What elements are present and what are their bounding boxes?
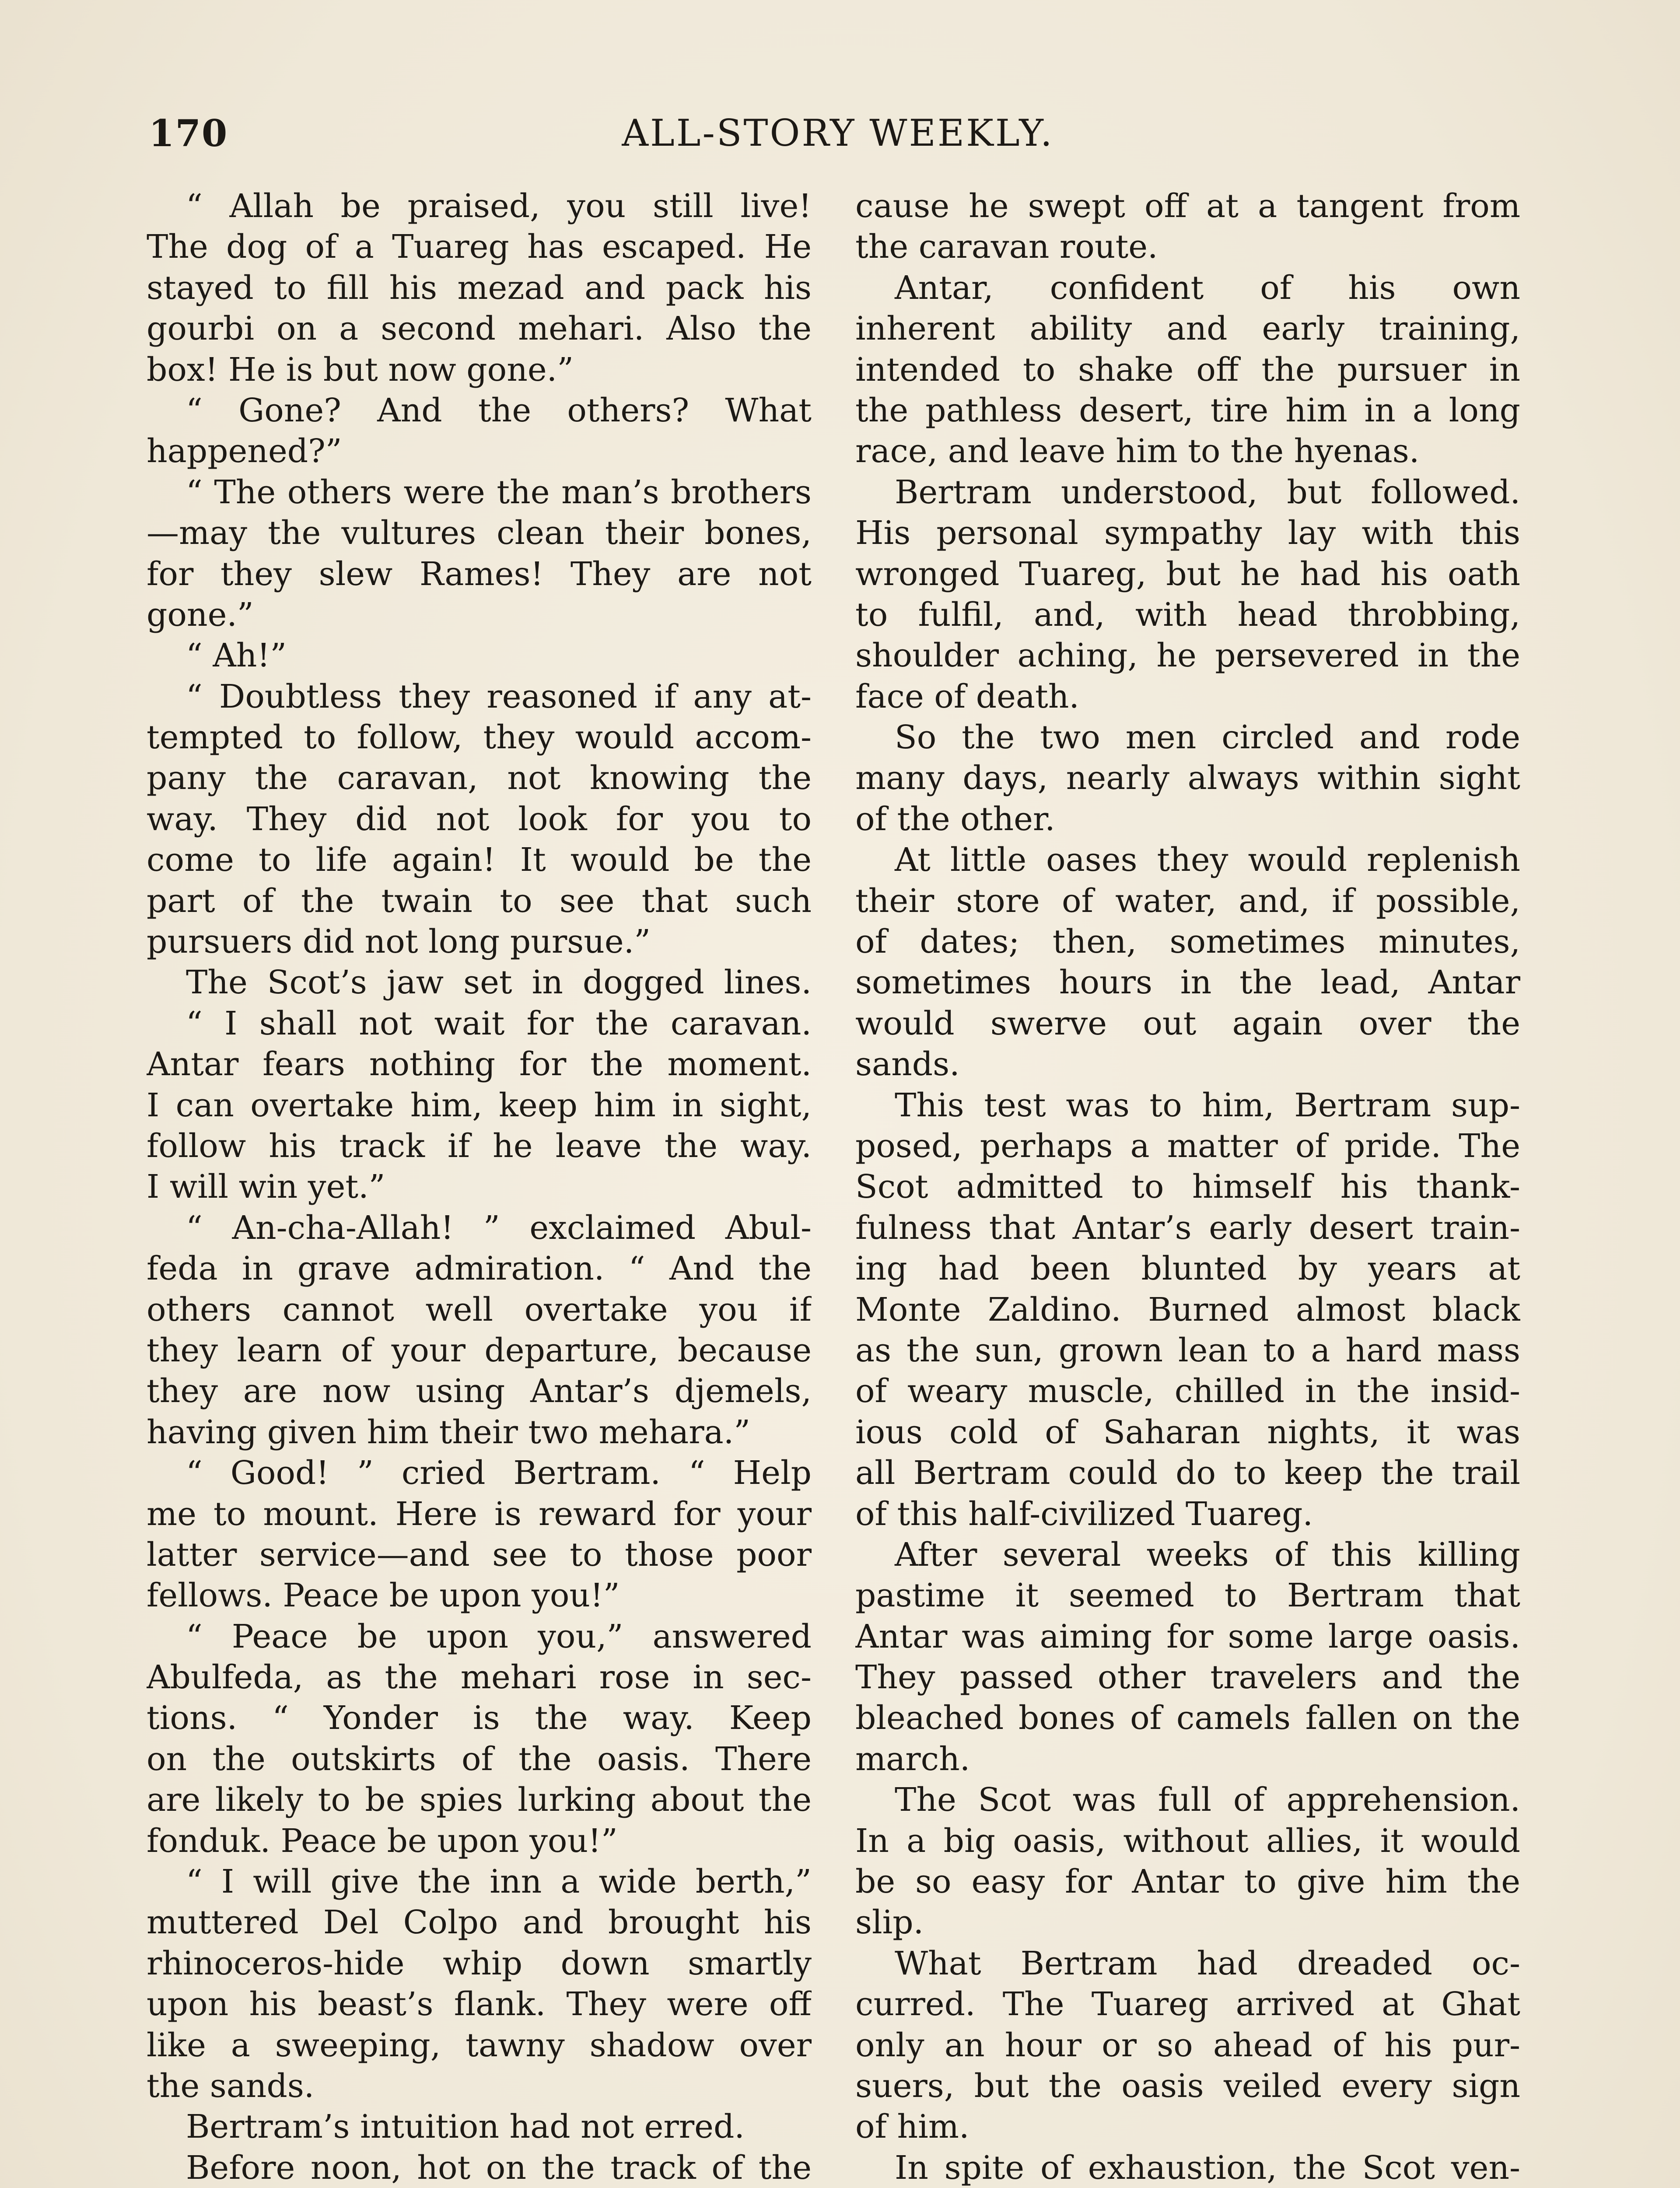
text-line: Antar fears nothing for the moment. [147, 1045, 812, 1083]
text-line: fulness that Antar’s early desert train- [855, 1209, 1520, 1247]
text-line: rhinoceros-hide whip down smartly [147, 1944, 812, 1982]
text-line: Antar, confident of his own [895, 269, 1520, 307]
text-line: would swerve out again over the [855, 1004, 1520, 1042]
text-line: tions. “ Yonder is the way. Keep [147, 1699, 812, 1737]
text-line: of the other. [855, 800, 1055, 838]
text-line: Scot admitted to himself his thank- [855, 1168, 1520, 1206]
text-line: His personal sympathy lay with this [855, 514, 1520, 552]
text-line: The Scot was full of apprehension. [895, 1781, 1520, 1819]
text-line: Monte Zaldino. Burned almost black [855, 1290, 1520, 1329]
text-line: of this half-civilized Tuareg. [855, 1495, 1313, 1533]
text-line: I will win yet.” [147, 1168, 385, 1206]
text-line: pastime it seemed to Bertram that [855, 1577, 1520, 1615]
text-line: slip. [855, 1904, 924, 1942]
text-line: “ Peace be upon you,” answered [186, 1617, 812, 1655]
text-line: the sands. [147, 2067, 315, 2105]
text-line: “ Good! ” cried Bertram. “ Help [186, 1454, 812, 1492]
text-line: their store of water, and, if possible, [855, 882, 1520, 920]
text-line: race, and leave him to the hyenas. [855, 432, 1420, 470]
text-line: “ I will give the inn a wide berth,” [186, 1863, 812, 1901]
text-line: Abulfeda, as the mehari rose in sec- [147, 1659, 812, 1697]
text-line: So the two men circled and rode [895, 719, 1520, 757]
text-line: ious cold of Saharan nights, it was [855, 1413, 1520, 1451]
text-line: follow his track if he leave the way. [147, 1127, 812, 1165]
running-title: ALL-STORY WEEKLY. [622, 112, 1054, 154]
text-line: “ Allah be praised, you still live! [186, 187, 812, 225]
text-line: suers, but the oasis veiled every sign [855, 2067, 1520, 2105]
right-text-column [855, 186, 1520, 2188]
text-line: curred. The Tuareg arrived at Ghat [855, 1985, 1520, 2023]
text-line: part of the twain to see that such [147, 882, 812, 920]
text-line: They passed other travelers and the [855, 1659, 1520, 1697]
text-line: of dates; then, sometimes minutes, [855, 923, 1520, 961]
text-line: on the outskirts of the oasis. There [147, 1740, 812, 1778]
text-line: “ Doubtless they reasoned if any at- [186, 677, 812, 715]
text-line: sands. [855, 1045, 960, 1083]
text-line: The Scot’s jaw set in dogged lines. [186, 964, 812, 1002]
text-line: inherent ability and early training, [855, 310, 1520, 348]
text-line: box! He is but now gone.” [147, 351, 574, 389]
text-line: come to life again! It would be the [147, 841, 812, 879]
text-line: “ Gone? And the others? What [186, 391, 812, 429]
text-line: me to mount. Here is reward for your [147, 1495, 812, 1533]
text-line: “ Ah!” [186, 637, 287, 675]
left-text-column [147, 186, 812, 2188]
text-line: others cannot well overtake you if [147, 1290, 812, 1329]
text-line: pany the caravan, not knowing the [147, 759, 812, 797]
text-line: they are now using Antar’s djemels, [147, 1372, 812, 1410]
text-line: upon his beast’s flank. They were off [147, 1985, 812, 2023]
text-line: Bertram understood, but followed. [895, 473, 1520, 511]
text-line: intended to shake off the pursuer in [855, 351, 1520, 389]
text-line: “ I shall not wait for the caravan. [186, 1004, 812, 1042]
text-line: In spite of exhaustion, the Scot ven- [895, 2149, 1520, 2187]
page-header [149, 112, 1527, 164]
page-number: 170 [149, 112, 228, 155]
text-line: stayed to fill his mezad and pack his [147, 269, 812, 307]
text-line: having given him their two mehara.” [147, 1413, 751, 1451]
text-line: march. [855, 1740, 970, 1778]
text-line: What Bertram had dreaded oc- [895, 1944, 1520, 1982]
text-line: wronged Tuareg, but he had his oath [855, 555, 1520, 593]
text-line: are likely to be spies lurking about the [147, 1781, 812, 1819]
text-line: like a sweeping, tawny shadow over [147, 2026, 812, 2064]
text-line: fellows. Peace be upon you!” [147, 1577, 620, 1615]
text-line: the pathless desert, tire him in a long [855, 391, 1520, 429]
text-line: of him. [855, 2108, 970, 2146]
text-line: “ The others were the man’s brothers [186, 473, 812, 511]
text-line: Bertram’s intuition had not erred. [186, 2108, 745, 2146]
text-line: gone.” [147, 596, 254, 634]
text-line: way. They did not look for you to [147, 800, 812, 838]
text-line: After several weeks of this killing [895, 1536, 1520, 1574]
text-line: for they slew Rames! They are not [147, 555, 812, 593]
text-line: In a big oasis, without allies, it would [855, 1822, 1520, 1860]
text-line: only an hour or so ahead of his pur- [855, 2026, 1520, 2064]
text-line: happened?” [147, 432, 342, 470]
text-line: face of death. [855, 677, 1079, 715]
text-line: pursuers did not long pursue.” [147, 923, 651, 961]
text-line: “ An-cha-Allah! ” exclaimed Abul- [186, 1209, 812, 1247]
text-line: feda in grave admiration. “ And the [147, 1250, 812, 1288]
text-line: gourbi on a second mehari. Also the [147, 310, 812, 348]
text-line: cause he swept off at a tangent from [855, 187, 1520, 225]
text-line: of weary muscle, chilled in the insid- [855, 1372, 1520, 1410]
text-line: bleached bones of camels fallen on the [855, 1699, 1520, 1737]
text-line: shoulder aching, he persevered in the [855, 637, 1520, 675]
text-line: posed, perhaps a matter of pride. The [855, 1127, 1520, 1165]
text-line: Antar was aiming for some large oasis. [855, 1617, 1520, 1655]
text-line: be so easy for Antar to give him the [855, 1863, 1520, 1901]
text-line: sometimes hours in the lead, Antar [855, 964, 1520, 1002]
text-line: to fulfil, and, with head throbbing, [855, 596, 1520, 634]
text-line: At little oases they would replenish [895, 841, 1520, 879]
text-line: fonduk. Peace be upon you!” [147, 1822, 618, 1860]
text-line: as the sun, grown lean to a hard mass [855, 1331, 1520, 1369]
text-line: The dog of a Tuareg has escaped. He [147, 228, 812, 266]
text-line: ing had been blunted by years at [855, 1250, 1520, 1288]
text-line: muttered Del Colpo and brought his [147, 1904, 812, 1942]
text-line: I can overtake him, keep him in sight, [147, 1086, 812, 1124]
text-line: —may the vultures clean their bones, [147, 514, 812, 552]
text-line: the caravan route. [855, 228, 1158, 266]
text-line: they learn of your departure, because [147, 1331, 812, 1369]
text-line: all Bertram could do to keep the trail [855, 1454, 1520, 1492]
text-line: many days, nearly always within sight [855, 759, 1520, 797]
text-line: Before noon, hot on the track of the [186, 2149, 812, 2187]
text-line: latter service—and see to those poor [147, 1536, 812, 1574]
text-line: tempted to follow, they would accom- [147, 719, 812, 757]
text-line: This test was to him, Bertram sup- [895, 1086, 1520, 1124]
